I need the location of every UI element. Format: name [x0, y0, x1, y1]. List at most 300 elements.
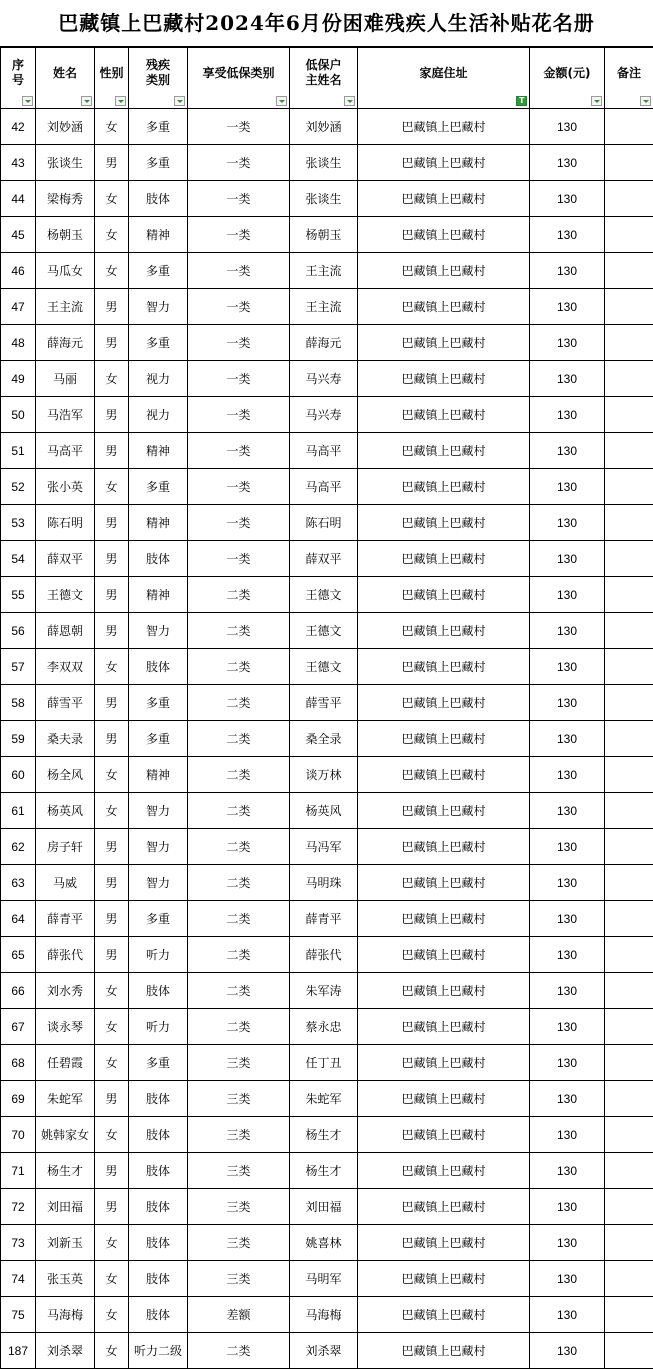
cell-gender[interactable]: 男: [95, 865, 129, 901]
cell-index[interactable]: 58: [1, 685, 36, 721]
cell-address[interactable]: 巴藏镇上巴藏村: [358, 1153, 530, 1189]
cell-remarks[interactable]: [605, 1189, 653, 1225]
cell-welfare-class[interactable]: 三类: [188, 1261, 290, 1297]
cell-amount[interactable]: 130: [530, 253, 605, 289]
cell-address[interactable]: 巴藏镇上巴藏村: [358, 253, 530, 289]
cell-disability-type[interactable]: 听力: [129, 937, 188, 973]
cell-name[interactable]: 薛张代: [36, 937, 95, 973]
cell-gender[interactable]: 女: [95, 1117, 129, 1153]
cell-household-head[interactable]: 张谈生: [290, 145, 358, 181]
cell-amount[interactable]: 130: [530, 1153, 605, 1189]
cell-index[interactable]: 57: [1, 649, 36, 685]
cell-gender[interactable]: 女: [95, 1225, 129, 1261]
cell-amount[interactable]: 130: [530, 397, 605, 433]
cell-index[interactable]: 65: [1, 937, 36, 973]
cell-name[interactable]: 张小英: [36, 469, 95, 505]
cell-index[interactable]: 56: [1, 613, 36, 649]
cell-gender[interactable]: 男: [95, 1189, 129, 1225]
cell-amount[interactable]: 130: [530, 361, 605, 397]
cell-address[interactable]: 巴藏镇上巴藏村: [358, 1261, 530, 1297]
cell-name[interactable]: 陈石明: [36, 505, 95, 541]
cell-gender[interactable]: 女: [95, 1297, 129, 1333]
cell-disability-type[interactable]: 多重: [129, 109, 188, 145]
cell-remarks[interactable]: [605, 361, 653, 397]
cell-disability-type[interactable]: 精神: [129, 505, 188, 541]
cell-name[interactable]: 刘杀翠: [36, 1333, 95, 1369]
cell-disability-type[interactable]: 多重: [129, 685, 188, 721]
cell-index[interactable]: 47: [1, 289, 36, 325]
cell-household-head[interactable]: 朱蛇军: [290, 1081, 358, 1117]
cell-address[interactable]: 巴藏镇上巴藏村: [358, 757, 530, 793]
cell-welfare-class[interactable]: 二类: [188, 901, 290, 937]
cell-amount[interactable]: 130: [530, 973, 605, 1009]
cell-disability-type[interactable]: 多重: [129, 325, 188, 361]
cell-household-head[interactable]: 任丁丑: [290, 1045, 358, 1081]
cell-gender[interactable]: 男: [95, 937, 129, 973]
cell-remarks[interactable]: [605, 937, 653, 973]
cell-household-head[interactable]: 马高平: [290, 469, 358, 505]
cell-index[interactable]: 46: [1, 253, 36, 289]
cell-household-head[interactable]: 刘妙涵: [290, 109, 358, 145]
cell-disability-type[interactable]: 肢体: [129, 1225, 188, 1261]
cell-welfare-class[interactable]: 差额: [188, 1297, 290, 1333]
cell-disability-type[interactable]: 多重: [129, 901, 188, 937]
cell-gender[interactable]: 女: [95, 793, 129, 829]
filter-dropdown-icon[interactable]: [115, 96, 126, 106]
cell-remarks[interactable]: [605, 577, 653, 613]
cell-index[interactable]: 75: [1, 1297, 36, 1333]
cell-amount[interactable]: 130: [530, 109, 605, 145]
cell-welfare-class[interactable]: 三类: [188, 1225, 290, 1261]
cell-name[interactable]: 姚韩家女: [36, 1117, 95, 1153]
cell-disability-type[interactable]: 精神: [129, 577, 188, 613]
cell-amount[interactable]: 130: [530, 1045, 605, 1081]
cell-disability-type[interactable]: 多重: [129, 253, 188, 289]
cell-amount[interactable]: 130: [530, 757, 605, 793]
cell-amount[interactable]: 130: [530, 1189, 605, 1225]
cell-address[interactable]: 巴藏镇上巴藏村: [358, 1009, 530, 1045]
cell-household-head[interactable]: 朱军涛: [290, 973, 358, 1009]
cell-name[interactable]: 马丽: [36, 361, 95, 397]
cell-gender[interactable]: 男: [95, 901, 129, 937]
cell-remarks[interactable]: [605, 253, 653, 289]
cell-amount[interactable]: 130: [530, 613, 605, 649]
cell-name[interactable]: 薛恩朝: [36, 613, 95, 649]
cell-amount[interactable]: 130: [530, 1081, 605, 1117]
cell-amount[interactable]: 130: [530, 145, 605, 181]
cell-address[interactable]: 巴藏镇上巴藏村: [358, 865, 530, 901]
cell-address[interactable]: 巴藏镇上巴藏村: [358, 1225, 530, 1261]
cell-household-head[interactable]: 马高平: [290, 433, 358, 469]
cell-household-head[interactable]: 薛双平: [290, 541, 358, 577]
cell-address[interactable]: 巴藏镇上巴藏村: [358, 217, 530, 253]
cell-household-head[interactable]: 刘杀翠: [290, 1333, 358, 1369]
cell-gender[interactable]: 男: [95, 505, 129, 541]
cell-household-head[interactable]: 马兴寿: [290, 361, 358, 397]
filter-dropdown-icon[interactable]: [81, 96, 92, 106]
cell-name[interactable]: 张谈生: [36, 145, 95, 181]
cell-disability-type[interactable]: 视力: [129, 361, 188, 397]
cell-amount[interactable]: 130: [530, 901, 605, 937]
cell-gender[interactable]: 女: [95, 109, 129, 145]
cell-disability-type[interactable]: 精神: [129, 217, 188, 253]
cell-household-head[interactable]: 王主流: [290, 289, 358, 325]
cell-gender[interactable]: 男: [95, 721, 129, 757]
cell-welfare-class[interactable]: 一类: [188, 289, 290, 325]
cell-welfare-class[interactable]: 二类: [188, 973, 290, 1009]
cell-welfare-class[interactable]: 三类: [188, 1081, 290, 1117]
cell-address[interactable]: 巴藏镇上巴藏村: [358, 181, 530, 217]
cell-gender[interactable]: 男: [95, 685, 129, 721]
cell-gender[interactable]: 男: [95, 577, 129, 613]
cell-household-head[interactable]: 王德文: [290, 577, 358, 613]
cell-gender[interactable]: 女: [95, 1045, 129, 1081]
cell-welfare-class[interactable]: 一类: [188, 325, 290, 361]
cell-index[interactable]: 61: [1, 793, 36, 829]
cell-remarks[interactable]: [605, 901, 653, 937]
cell-remarks[interactable]: [605, 973, 653, 1009]
cell-amount[interactable]: 130: [530, 1297, 605, 1333]
cell-disability-type[interactable]: 听力: [129, 1009, 188, 1045]
cell-amount[interactable]: 130: [530, 1009, 605, 1045]
cell-name[interactable]: 薛海元: [36, 325, 95, 361]
cell-name[interactable]: 杨生才: [36, 1153, 95, 1189]
cell-welfare-class[interactable]: 二类: [188, 937, 290, 973]
cell-disability-type[interactable]: 肢体: [129, 1261, 188, 1297]
cell-disability-type[interactable]: 多重: [129, 469, 188, 505]
cell-name[interactable]: 薛雪平: [36, 685, 95, 721]
cell-remarks[interactable]: [605, 829, 653, 865]
cell-index[interactable]: 73: [1, 1225, 36, 1261]
cell-address[interactable]: 巴藏镇上巴藏村: [358, 937, 530, 973]
cell-gender[interactable]: 女: [95, 253, 129, 289]
cell-address[interactable]: 巴藏镇上巴藏村: [358, 325, 530, 361]
cell-name[interactable]: 马高平: [36, 433, 95, 469]
cell-remarks[interactable]: [605, 793, 653, 829]
cell-name[interactable]: 李双双: [36, 649, 95, 685]
cell-remarks[interactable]: [605, 1009, 653, 1045]
filter-dropdown-icon[interactable]: [344, 96, 355, 106]
cell-amount[interactable]: 130: [530, 433, 605, 469]
cell-remarks[interactable]: [605, 1045, 653, 1081]
cell-address[interactable]: 巴藏镇上巴藏村: [358, 829, 530, 865]
cell-amount[interactable]: 130: [530, 469, 605, 505]
cell-address[interactable]: 巴藏镇上巴藏村: [358, 1081, 530, 1117]
cell-household-head[interactable]: 王德文: [290, 613, 358, 649]
cell-index[interactable]: 63: [1, 865, 36, 901]
cell-household-head[interactable]: 张谈生: [290, 181, 358, 217]
cell-disability-type[interactable]: 肢体: [129, 649, 188, 685]
cell-household-head[interactable]: 杨生才: [290, 1153, 358, 1189]
cell-household-head[interactable]: 马冯军: [290, 829, 358, 865]
cell-remarks[interactable]: [605, 469, 653, 505]
cell-index[interactable]: 50: [1, 397, 36, 433]
cell-address[interactable]: 巴藏镇上巴藏村: [358, 649, 530, 685]
cell-gender[interactable]: 女: [95, 469, 129, 505]
cell-amount[interactable]: 130: [530, 721, 605, 757]
cell-index[interactable]: 64: [1, 901, 36, 937]
cell-gender[interactable]: 女: [95, 649, 129, 685]
cell-gender[interactable]: 男: [95, 325, 129, 361]
cell-address[interactable]: 巴藏镇上巴藏村: [358, 613, 530, 649]
cell-name[interactable]: 朱蛇军: [36, 1081, 95, 1117]
cell-disability-type[interactable]: 肢体: [129, 1117, 188, 1153]
cell-remarks[interactable]: [605, 613, 653, 649]
cell-address[interactable]: 巴藏镇上巴藏村: [358, 1333, 530, 1369]
cell-index[interactable]: 49: [1, 361, 36, 397]
cell-welfare-class[interactable]: 二类: [188, 757, 290, 793]
cell-index[interactable]: 43: [1, 145, 36, 181]
cell-address[interactable]: 巴藏镇上巴藏村: [358, 361, 530, 397]
cell-welfare-class[interactable]: 一类: [188, 145, 290, 181]
cell-amount[interactable]: 130: [530, 1225, 605, 1261]
cell-name[interactable]: 任碧霞: [36, 1045, 95, 1081]
cell-index[interactable]: 51: [1, 433, 36, 469]
cell-household-head[interactable]: 桑全录: [290, 721, 358, 757]
cell-address[interactable]: 巴藏镇上巴藏村: [358, 577, 530, 613]
cell-index[interactable]: 53: [1, 505, 36, 541]
cell-amount[interactable]: 130: [530, 865, 605, 901]
cell-disability-type[interactable]: 肢体: [129, 1153, 188, 1189]
cell-remarks[interactable]: [605, 397, 653, 433]
cell-welfare-class[interactable]: 一类: [188, 109, 290, 145]
cell-household-head[interactable]: 姚喜林: [290, 1225, 358, 1261]
cell-disability-type[interactable]: 肢体: [129, 1189, 188, 1225]
cell-remarks[interactable]: [605, 289, 653, 325]
cell-remarks[interactable]: [605, 217, 653, 253]
cell-welfare-class[interactable]: 二类: [188, 649, 290, 685]
cell-disability-type[interactable]: 听力二级: [129, 1333, 188, 1369]
cell-disability-type[interactable]: 多重: [129, 721, 188, 757]
cell-remarks[interactable]: [605, 865, 653, 901]
cell-gender[interactable]: 男: [95, 829, 129, 865]
cell-name[interactable]: 王主流: [36, 289, 95, 325]
cell-household-head[interactable]: 蔡永忠: [290, 1009, 358, 1045]
cell-disability-type[interactable]: 肢体: [129, 181, 188, 217]
cell-welfare-class[interactable]: 一类: [188, 397, 290, 433]
cell-name[interactable]: 薛青平: [36, 901, 95, 937]
cell-welfare-class[interactable]: 一类: [188, 505, 290, 541]
cell-household-head[interactable]: 马明珠: [290, 865, 358, 901]
cell-name[interactable]: 杨英风: [36, 793, 95, 829]
cell-index[interactable]: 59: [1, 721, 36, 757]
cell-gender[interactable]: 男: [95, 541, 129, 577]
cell-name[interactable]: 刘田福: [36, 1189, 95, 1225]
cell-gender[interactable]: 女: [95, 217, 129, 253]
cell-gender[interactable]: 男: [95, 1153, 129, 1189]
cell-index[interactable]: 44: [1, 181, 36, 217]
cell-amount[interactable]: 130: [530, 577, 605, 613]
cell-address[interactable]: 巴藏镇上巴藏村: [358, 1117, 530, 1153]
filter-dropdown-icon[interactable]: [591, 96, 602, 106]
cell-remarks[interactable]: [605, 181, 653, 217]
cell-gender[interactable]: 男: [95, 433, 129, 469]
cell-welfare-class[interactable]: 一类: [188, 217, 290, 253]
cell-amount[interactable]: 130: [530, 217, 605, 253]
filter-dropdown-icon[interactable]: [640, 96, 651, 106]
cell-name[interactable]: 张玉英: [36, 1261, 95, 1297]
filter-active-icon[interactable]: [516, 96, 527, 106]
cell-name[interactable]: 马浩军: [36, 397, 95, 433]
cell-remarks[interactable]: [605, 541, 653, 577]
cell-amount[interactable]: 130: [530, 505, 605, 541]
cell-disability-type[interactable]: 肢体: [129, 1081, 188, 1117]
cell-name[interactable]: 薛双平: [36, 541, 95, 577]
cell-disability-type[interactable]: 智力: [129, 289, 188, 325]
cell-household-head[interactable]: 王德文: [290, 649, 358, 685]
cell-welfare-class[interactable]: 一类: [188, 361, 290, 397]
cell-remarks[interactable]: [605, 721, 653, 757]
cell-amount[interactable]: 130: [530, 289, 605, 325]
cell-amount[interactable]: 130: [530, 1117, 605, 1153]
cell-address[interactable]: 巴藏镇上巴藏村: [358, 505, 530, 541]
cell-index[interactable]: 67: [1, 1009, 36, 1045]
cell-index[interactable]: 45: [1, 217, 36, 253]
cell-name[interactable]: 梁梅秀: [36, 181, 95, 217]
cell-name[interactable]: 刘新玉: [36, 1225, 95, 1261]
cell-name[interactable]: 杨朝玉: [36, 217, 95, 253]
cell-household-head[interactable]: 谈万林: [290, 757, 358, 793]
cell-remarks[interactable]: [605, 1333, 653, 1369]
cell-disability-type[interactable]: 智力: [129, 793, 188, 829]
cell-name[interactable]: 刘妙涵: [36, 109, 95, 145]
cell-disability-type[interactable]: 多重: [129, 145, 188, 181]
cell-household-head[interactable]: 薛张代: [290, 937, 358, 973]
cell-welfare-class[interactable]: 三类: [188, 1189, 290, 1225]
cell-remarks[interactable]: [605, 145, 653, 181]
filter-dropdown-icon[interactable]: [22, 96, 33, 106]
cell-gender[interactable]: 女: [95, 1333, 129, 1369]
cell-index[interactable]: 74: [1, 1261, 36, 1297]
cell-remarks[interactable]: [605, 325, 653, 361]
cell-disability-type[interactable]: 肢体: [129, 1297, 188, 1333]
cell-welfare-class[interactable]: 三类: [188, 1153, 290, 1189]
cell-amount[interactable]: 130: [530, 829, 605, 865]
cell-remarks[interactable]: [605, 1225, 653, 1261]
cell-name[interactable]: 王德文: [36, 577, 95, 613]
cell-remarks[interactable]: [605, 1153, 653, 1189]
cell-gender[interactable]: 女: [95, 361, 129, 397]
cell-household-head[interactable]: 杨朝玉: [290, 217, 358, 253]
cell-welfare-class[interactable]: 二类: [188, 829, 290, 865]
cell-index[interactable]: 54: [1, 541, 36, 577]
cell-welfare-class[interactable]: 一类: [188, 253, 290, 289]
cell-household-head[interactable]: 薛雪平: [290, 685, 358, 721]
cell-index[interactable]: 55: [1, 577, 36, 613]
cell-address[interactable]: 巴藏镇上巴藏村: [358, 685, 530, 721]
cell-index[interactable]: 62: [1, 829, 36, 865]
cell-disability-type[interactable]: 视力: [129, 397, 188, 433]
cell-household-head[interactable]: 马兴寿: [290, 397, 358, 433]
cell-amount[interactable]: 130: [530, 793, 605, 829]
cell-remarks[interactable]: [605, 433, 653, 469]
cell-amount[interactable]: 130: [530, 649, 605, 685]
cell-welfare-class[interactable]: 三类: [188, 1045, 290, 1081]
cell-remarks[interactable]: [605, 1081, 653, 1117]
cell-household-head[interactable]: 杨生才: [290, 1117, 358, 1153]
cell-address[interactable]: 巴藏镇上巴藏村: [358, 1297, 530, 1333]
cell-welfare-class[interactable]: 一类: [188, 541, 290, 577]
cell-disability-type[interactable]: 肢体: [129, 541, 188, 577]
cell-welfare-class[interactable]: 二类: [188, 613, 290, 649]
cell-gender[interactable]: 女: [95, 757, 129, 793]
cell-name[interactable]: 刘水秀: [36, 973, 95, 1009]
cell-amount[interactable]: 130: [530, 181, 605, 217]
cell-index[interactable]: 72: [1, 1189, 36, 1225]
cell-name[interactable]: 马海梅: [36, 1297, 95, 1333]
cell-disability-type[interactable]: 多重: [129, 1045, 188, 1081]
cell-disability-type[interactable]: 精神: [129, 433, 188, 469]
cell-household-head[interactable]: 薛青平: [290, 901, 358, 937]
cell-address[interactable]: 巴藏镇上巴藏村: [358, 289, 530, 325]
cell-disability-type[interactable]: 精神: [129, 757, 188, 793]
cell-name[interactable]: 谈永琴: [36, 1009, 95, 1045]
cell-welfare-class[interactable]: 一类: [188, 433, 290, 469]
cell-index[interactable]: 69: [1, 1081, 36, 1117]
cell-disability-type[interactable]: 肢体: [129, 973, 188, 1009]
cell-address[interactable]: 巴藏镇上巴藏村: [358, 973, 530, 1009]
cell-amount[interactable]: 130: [530, 541, 605, 577]
cell-index[interactable]: 66: [1, 973, 36, 1009]
cell-index[interactable]: 48: [1, 325, 36, 361]
cell-name[interactable]: 房子轩: [36, 829, 95, 865]
cell-gender[interactable]: 男: [95, 613, 129, 649]
cell-welfare-class[interactable]: 二类: [188, 685, 290, 721]
cell-welfare-class[interactable]: 二类: [188, 721, 290, 757]
cell-address[interactable]: 巴藏镇上巴藏村: [358, 901, 530, 937]
cell-household-head[interactable]: 马明军: [290, 1261, 358, 1297]
cell-gender[interactable]: 男: [95, 289, 129, 325]
cell-amount[interactable]: 130: [530, 325, 605, 361]
cell-remarks[interactable]: [605, 1261, 653, 1297]
cell-remarks[interactable]: [605, 649, 653, 685]
cell-gender[interactable]: 男: [95, 145, 129, 181]
cell-welfare-class[interactable]: 二类: [188, 1009, 290, 1045]
cell-welfare-class[interactable]: 一类: [188, 181, 290, 217]
cell-remarks[interactable]: [605, 1117, 653, 1153]
cell-remarks[interactable]: [605, 757, 653, 793]
cell-index[interactable]: 60: [1, 757, 36, 793]
cell-household-head[interactable]: 马海梅: [290, 1297, 358, 1333]
cell-household-head[interactable]: 陈石明: [290, 505, 358, 541]
cell-household-head[interactable]: 王主流: [290, 253, 358, 289]
cell-welfare-class[interactable]: 三类: [188, 1117, 290, 1153]
cell-remarks[interactable]: [605, 109, 653, 145]
cell-address[interactable]: 巴藏镇上巴藏村: [358, 1045, 530, 1081]
cell-household-head[interactable]: 杨英风: [290, 793, 358, 829]
cell-disability-type[interactable]: 智力: [129, 829, 188, 865]
cell-gender[interactable]: 男: [95, 1081, 129, 1117]
cell-remarks[interactable]: [605, 685, 653, 721]
filter-dropdown-icon[interactable]: [276, 96, 287, 106]
cell-welfare-class[interactable]: 二类: [188, 577, 290, 613]
cell-address[interactable]: 巴藏镇上巴藏村: [358, 793, 530, 829]
cell-address[interactable]: 巴藏镇上巴藏村: [358, 109, 530, 145]
cell-address[interactable]: 巴藏镇上巴藏村: [358, 397, 530, 433]
cell-amount[interactable]: 130: [530, 1261, 605, 1297]
cell-disability-type[interactable]: 智力: [129, 613, 188, 649]
cell-address[interactable]: 巴藏镇上巴藏村: [358, 541, 530, 577]
cell-household-head[interactable]: 薛海元: [290, 325, 358, 361]
cell-welfare-class[interactable]: 一类: [188, 469, 290, 505]
cell-remarks[interactable]: [605, 505, 653, 541]
cell-disability-type[interactable]: 智力: [129, 865, 188, 901]
cell-amount[interactable]: 130: [530, 685, 605, 721]
filter-dropdown-icon[interactable]: [174, 96, 185, 106]
cell-name[interactable]: 马威: [36, 865, 95, 901]
cell-welfare-class[interactable]: 二类: [188, 793, 290, 829]
cell-household-head[interactable]: 刘田福: [290, 1189, 358, 1225]
